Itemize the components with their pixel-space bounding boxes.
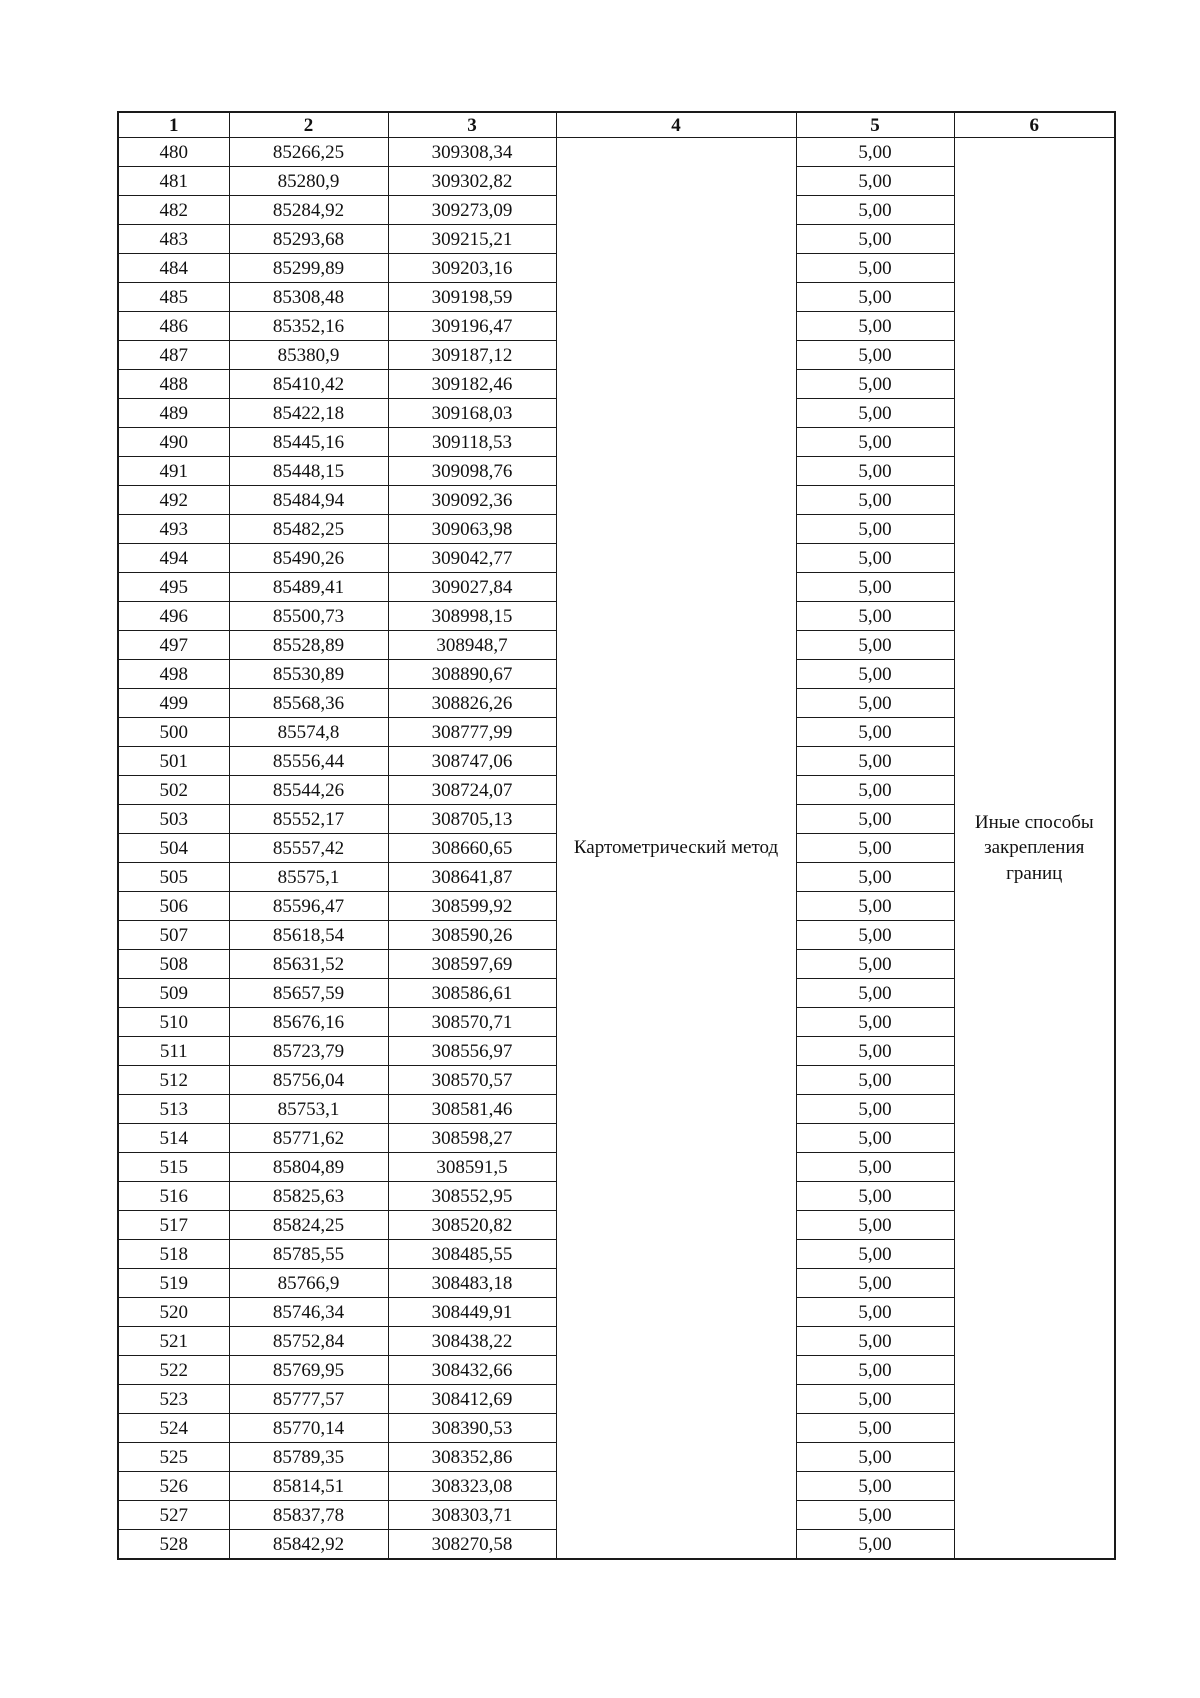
x-coordinate-cell: 85842,92 xyxy=(229,1530,388,1560)
y-coordinate-cell: 308597,69 xyxy=(388,950,556,979)
x-coordinate-cell: 85777,57 xyxy=(229,1385,388,1414)
x-coordinate-cell: 85530,89 xyxy=(229,660,388,689)
y-coordinate-cell: 309198,59 xyxy=(388,283,556,312)
y-coordinate-cell: 308591,5 xyxy=(388,1153,556,1182)
y-coordinate-cell: 308438,22 xyxy=(388,1327,556,1356)
point-number-cell: 490 xyxy=(118,428,229,457)
accuracy-cell: 5,00 xyxy=(796,428,954,457)
point-number-cell: 497 xyxy=(118,631,229,660)
x-coordinate-cell: 85756,04 xyxy=(229,1066,388,1095)
x-coordinate-cell: 85445,16 xyxy=(229,428,388,457)
y-coordinate-cell: 308948,7 xyxy=(388,631,556,660)
x-coordinate-cell: 85753,1 xyxy=(229,1095,388,1124)
header-row xyxy=(118,112,1115,138)
y-coordinate-cell: 309098,76 xyxy=(388,457,556,486)
point-number-cell: 489 xyxy=(118,399,229,428)
point-number-cell: 527 xyxy=(118,1501,229,1530)
x-coordinate-cell: 85824,25 xyxy=(229,1211,388,1240)
accuracy-cell: 5,00 xyxy=(796,573,954,602)
y-coordinate-cell: 309187,12 xyxy=(388,341,556,370)
x-coordinate-cell: 85766,9 xyxy=(229,1269,388,1298)
y-coordinate-cell: 308641,87 xyxy=(388,863,556,892)
fixing-method-cell: Иные способы закрепления границ xyxy=(954,138,1115,1560)
table-header xyxy=(118,112,1115,138)
point-number-cell: 492 xyxy=(118,486,229,515)
accuracy-cell: 5,00 xyxy=(796,689,954,718)
y-coordinate-cell: 308556,97 xyxy=(388,1037,556,1066)
y-coordinate-cell: 308390,53 xyxy=(388,1414,556,1443)
x-coordinate-cell: 85448,15 xyxy=(229,457,388,486)
y-coordinate-cell: 308826,26 xyxy=(388,689,556,718)
y-coordinate-cell: 309273,09 xyxy=(388,196,556,225)
point-number-cell: 493 xyxy=(118,515,229,544)
point-number-cell: 503 xyxy=(118,805,229,834)
point-number-cell: 504 xyxy=(118,834,229,863)
point-number-cell: 521 xyxy=(118,1327,229,1356)
point-number-cell: 487 xyxy=(118,341,229,370)
accuracy-cell: 5,00 xyxy=(796,1530,954,1560)
point-number-cell: 528 xyxy=(118,1530,229,1560)
accuracy-cell: 5,00 xyxy=(796,196,954,225)
accuracy-cell: 5,00 xyxy=(796,283,954,312)
x-coordinate-cell: 85596,47 xyxy=(229,892,388,921)
y-coordinate-cell: 308412,69 xyxy=(388,1385,556,1414)
accuracy-cell: 5,00 xyxy=(796,1501,954,1530)
x-coordinate-cell: 85422,18 xyxy=(229,399,388,428)
accuracy-cell: 5,00 xyxy=(796,254,954,283)
x-coordinate-cell: 85618,54 xyxy=(229,921,388,950)
accuracy-cell: 5,00 xyxy=(796,1211,954,1240)
y-coordinate-cell: 308352,86 xyxy=(388,1443,556,1472)
y-coordinate-cell: 308598,27 xyxy=(388,1124,556,1153)
point-number-cell: 484 xyxy=(118,254,229,283)
method-cell: Картометрический метод xyxy=(556,138,796,1560)
x-coordinate-cell: 85410,42 xyxy=(229,370,388,399)
x-coordinate-cell: 85528,89 xyxy=(229,631,388,660)
accuracy-cell: 5,00 xyxy=(796,805,954,834)
point-number-cell: 486 xyxy=(118,312,229,341)
point-number-cell: 496 xyxy=(118,602,229,631)
accuracy-cell: 5,00 xyxy=(796,1124,954,1153)
x-coordinate-cell: 85785,55 xyxy=(229,1240,388,1269)
point-number-cell: 500 xyxy=(118,718,229,747)
x-coordinate-cell: 85568,36 xyxy=(229,689,388,718)
table-row xyxy=(118,138,1115,167)
accuracy-cell: 5,00 xyxy=(796,457,954,486)
y-coordinate-cell: 309042,77 xyxy=(388,544,556,573)
accuracy-cell: 5,00 xyxy=(796,1443,954,1472)
accuracy-cell: 5,00 xyxy=(796,1327,954,1356)
y-coordinate-cell: 309168,03 xyxy=(388,399,556,428)
accuracy-cell: 5,00 xyxy=(796,1298,954,1327)
accuracy-cell: 5,00 xyxy=(796,544,954,573)
accuracy-cell: 5,00 xyxy=(796,312,954,341)
y-coordinate-cell: 308724,07 xyxy=(388,776,556,805)
x-coordinate-cell: 85544,26 xyxy=(229,776,388,805)
y-coordinate-cell: 309027,84 xyxy=(388,573,556,602)
y-coordinate-cell: 308323,08 xyxy=(388,1472,556,1501)
y-coordinate-cell: 309302,82 xyxy=(388,167,556,196)
accuracy-cell: 5,00 xyxy=(796,399,954,428)
accuracy-cell: 5,00 xyxy=(796,602,954,631)
y-coordinate-cell: 309182,46 xyxy=(388,370,556,399)
y-coordinate-cell: 309063,98 xyxy=(388,515,556,544)
accuracy-cell: 5,00 xyxy=(796,921,954,950)
x-coordinate-cell: 85552,17 xyxy=(229,805,388,834)
accuracy-cell: 5,00 xyxy=(796,950,954,979)
point-number-cell: 520 xyxy=(118,1298,229,1327)
y-coordinate-cell: 308705,13 xyxy=(388,805,556,834)
y-coordinate-cell: 308747,06 xyxy=(388,747,556,776)
point-number-cell: 517 xyxy=(118,1211,229,1240)
x-coordinate-cell: 85500,73 xyxy=(229,602,388,631)
accuracy-cell: 5,00 xyxy=(796,718,954,747)
point-number-cell: 485 xyxy=(118,283,229,312)
x-coordinate-cell: 85770,14 xyxy=(229,1414,388,1443)
y-coordinate-cell: 308303,71 xyxy=(388,1501,556,1530)
x-coordinate-cell: 85280,9 xyxy=(229,167,388,196)
header-col-6: 6 xyxy=(954,112,1115,138)
accuracy-cell: 5,00 xyxy=(796,1037,954,1066)
accuracy-cell: 5,00 xyxy=(796,1182,954,1211)
point-number-cell: 526 xyxy=(118,1472,229,1501)
x-coordinate-cell: 85657,59 xyxy=(229,979,388,1008)
y-coordinate-cell: 308570,71 xyxy=(388,1008,556,1037)
point-number-cell: 515 xyxy=(118,1153,229,1182)
y-coordinate-cell: 309203,16 xyxy=(388,254,556,283)
accuracy-cell: 5,00 xyxy=(796,863,954,892)
x-coordinate-cell: 85752,84 xyxy=(229,1327,388,1356)
x-coordinate-cell: 85837,78 xyxy=(229,1501,388,1530)
accuracy-cell: 5,00 xyxy=(796,1008,954,1037)
accuracy-cell: 5,00 xyxy=(796,631,954,660)
y-coordinate-cell: 309092,36 xyxy=(388,486,556,515)
y-coordinate-cell: 308570,57 xyxy=(388,1066,556,1095)
y-coordinate-cell: 308552,95 xyxy=(388,1182,556,1211)
boundary-points-table xyxy=(117,111,1116,1560)
y-coordinate-cell: 308270,58 xyxy=(388,1530,556,1560)
accuracy-cell: 5,00 xyxy=(796,1356,954,1385)
point-number-cell: 480 xyxy=(118,138,229,167)
point-number-cell: 483 xyxy=(118,225,229,254)
y-coordinate-cell: 308998,15 xyxy=(388,602,556,631)
accuracy-cell: 5,00 xyxy=(796,979,954,1008)
point-number-cell: 509 xyxy=(118,979,229,1008)
x-coordinate-cell: 85789,35 xyxy=(229,1443,388,1472)
point-number-cell: 514 xyxy=(118,1124,229,1153)
point-number-cell: 519 xyxy=(118,1269,229,1298)
x-coordinate-cell: 85489,41 xyxy=(229,573,388,602)
accuracy-cell: 5,00 xyxy=(796,892,954,921)
accuracy-cell: 5,00 xyxy=(796,341,954,370)
x-coordinate-cell: 85557,42 xyxy=(229,834,388,863)
accuracy-cell: 5,00 xyxy=(796,225,954,254)
header-col-5: 5 xyxy=(796,112,954,138)
accuracy-cell: 5,00 xyxy=(796,1269,954,1298)
x-coordinate-cell: 85293,68 xyxy=(229,225,388,254)
x-coordinate-cell: 85490,26 xyxy=(229,544,388,573)
header-col-4: 4 xyxy=(556,112,796,138)
x-coordinate-cell: 85380,9 xyxy=(229,341,388,370)
y-coordinate-cell: 309196,47 xyxy=(388,312,556,341)
point-number-cell: 523 xyxy=(118,1385,229,1414)
point-number-cell: 511 xyxy=(118,1037,229,1066)
point-number-cell: 481 xyxy=(118,167,229,196)
point-number-cell: 505 xyxy=(118,863,229,892)
accuracy-cell: 5,00 xyxy=(796,370,954,399)
accuracy-cell: 5,00 xyxy=(796,834,954,863)
x-coordinate-cell: 85746,34 xyxy=(229,1298,388,1327)
point-number-cell: 507 xyxy=(118,921,229,950)
x-coordinate-cell: 85771,62 xyxy=(229,1124,388,1153)
x-coordinate-cell: 85825,63 xyxy=(229,1182,388,1211)
header-col-1: 1 xyxy=(118,112,229,138)
x-coordinate-cell: 85676,16 xyxy=(229,1008,388,1037)
point-number-cell: 482 xyxy=(118,196,229,225)
accuracy-cell: 5,00 xyxy=(796,167,954,196)
point-number-cell: 491 xyxy=(118,457,229,486)
x-coordinate-cell: 85308,48 xyxy=(229,283,388,312)
header-col-3: 3 xyxy=(388,112,556,138)
y-coordinate-cell: 308660,65 xyxy=(388,834,556,863)
point-number-cell: 506 xyxy=(118,892,229,921)
point-number-cell: 522 xyxy=(118,1356,229,1385)
y-coordinate-cell: 308449,91 xyxy=(388,1298,556,1327)
accuracy-cell: 5,00 xyxy=(796,1472,954,1501)
point-number-cell: 512 xyxy=(118,1066,229,1095)
y-coordinate-cell: 308581,46 xyxy=(388,1095,556,1124)
accuracy-cell: 5,00 xyxy=(796,138,954,167)
x-coordinate-cell: 85769,95 xyxy=(229,1356,388,1385)
x-coordinate-cell: 85299,89 xyxy=(229,254,388,283)
y-coordinate-cell: 309215,21 xyxy=(388,225,556,254)
x-coordinate-cell: 85484,94 xyxy=(229,486,388,515)
y-coordinate-cell: 309118,53 xyxy=(388,428,556,457)
y-coordinate-cell: 308485,55 xyxy=(388,1240,556,1269)
y-coordinate-cell: 308599,92 xyxy=(388,892,556,921)
accuracy-cell: 5,00 xyxy=(796,1414,954,1443)
accuracy-cell: 5,00 xyxy=(796,1240,954,1269)
point-number-cell: 524 xyxy=(118,1414,229,1443)
x-coordinate-cell: 85804,89 xyxy=(229,1153,388,1182)
point-number-cell: 488 xyxy=(118,370,229,399)
y-coordinate-cell: 308483,18 xyxy=(388,1269,556,1298)
point-number-cell: 513 xyxy=(118,1095,229,1124)
x-coordinate-cell: 85266,25 xyxy=(229,138,388,167)
accuracy-cell: 5,00 xyxy=(796,1385,954,1414)
x-coordinate-cell: 85575,1 xyxy=(229,863,388,892)
point-number-cell: 501 xyxy=(118,747,229,776)
accuracy-cell: 5,00 xyxy=(796,515,954,544)
x-coordinate-cell: 85574,8 xyxy=(229,718,388,747)
x-coordinate-cell: 85631,52 xyxy=(229,950,388,979)
y-coordinate-cell: 308586,61 xyxy=(388,979,556,1008)
accuracy-cell: 5,00 xyxy=(796,1095,954,1124)
point-number-cell: 510 xyxy=(118,1008,229,1037)
point-number-cell: 516 xyxy=(118,1182,229,1211)
y-coordinate-cell: 308520,82 xyxy=(388,1211,556,1240)
x-coordinate-cell: 85723,79 xyxy=(229,1037,388,1066)
x-coordinate-cell: 85556,44 xyxy=(229,747,388,776)
accuracy-cell: 5,00 xyxy=(796,660,954,689)
y-coordinate-cell: 309308,34 xyxy=(388,138,556,167)
point-number-cell: 495 xyxy=(118,573,229,602)
x-coordinate-cell: 85352,16 xyxy=(229,312,388,341)
y-coordinate-cell: 308777,99 xyxy=(388,718,556,747)
accuracy-cell: 5,00 xyxy=(796,486,954,515)
point-number-cell: 508 xyxy=(118,950,229,979)
table-body xyxy=(118,138,1115,1560)
accuracy-cell: 5,00 xyxy=(796,747,954,776)
y-coordinate-cell: 308590,26 xyxy=(388,921,556,950)
point-number-cell: 502 xyxy=(118,776,229,805)
point-number-cell: 498 xyxy=(118,660,229,689)
x-coordinate-cell: 85814,51 xyxy=(229,1472,388,1501)
y-coordinate-cell: 308890,67 xyxy=(388,660,556,689)
x-coordinate-cell: 85284,92 xyxy=(229,196,388,225)
accuracy-cell: 5,00 xyxy=(796,776,954,805)
header-col-2: 2 xyxy=(229,112,388,138)
x-coordinate-cell: 85482,25 xyxy=(229,515,388,544)
point-number-cell: 525 xyxy=(118,1443,229,1472)
y-coordinate-cell: 308432,66 xyxy=(388,1356,556,1385)
accuracy-cell: 5,00 xyxy=(796,1066,954,1095)
accuracy-cell: 5,00 xyxy=(796,1153,954,1182)
point-number-cell: 499 xyxy=(118,689,229,718)
point-number-cell: 518 xyxy=(118,1240,229,1269)
point-number-cell: 494 xyxy=(118,544,229,573)
